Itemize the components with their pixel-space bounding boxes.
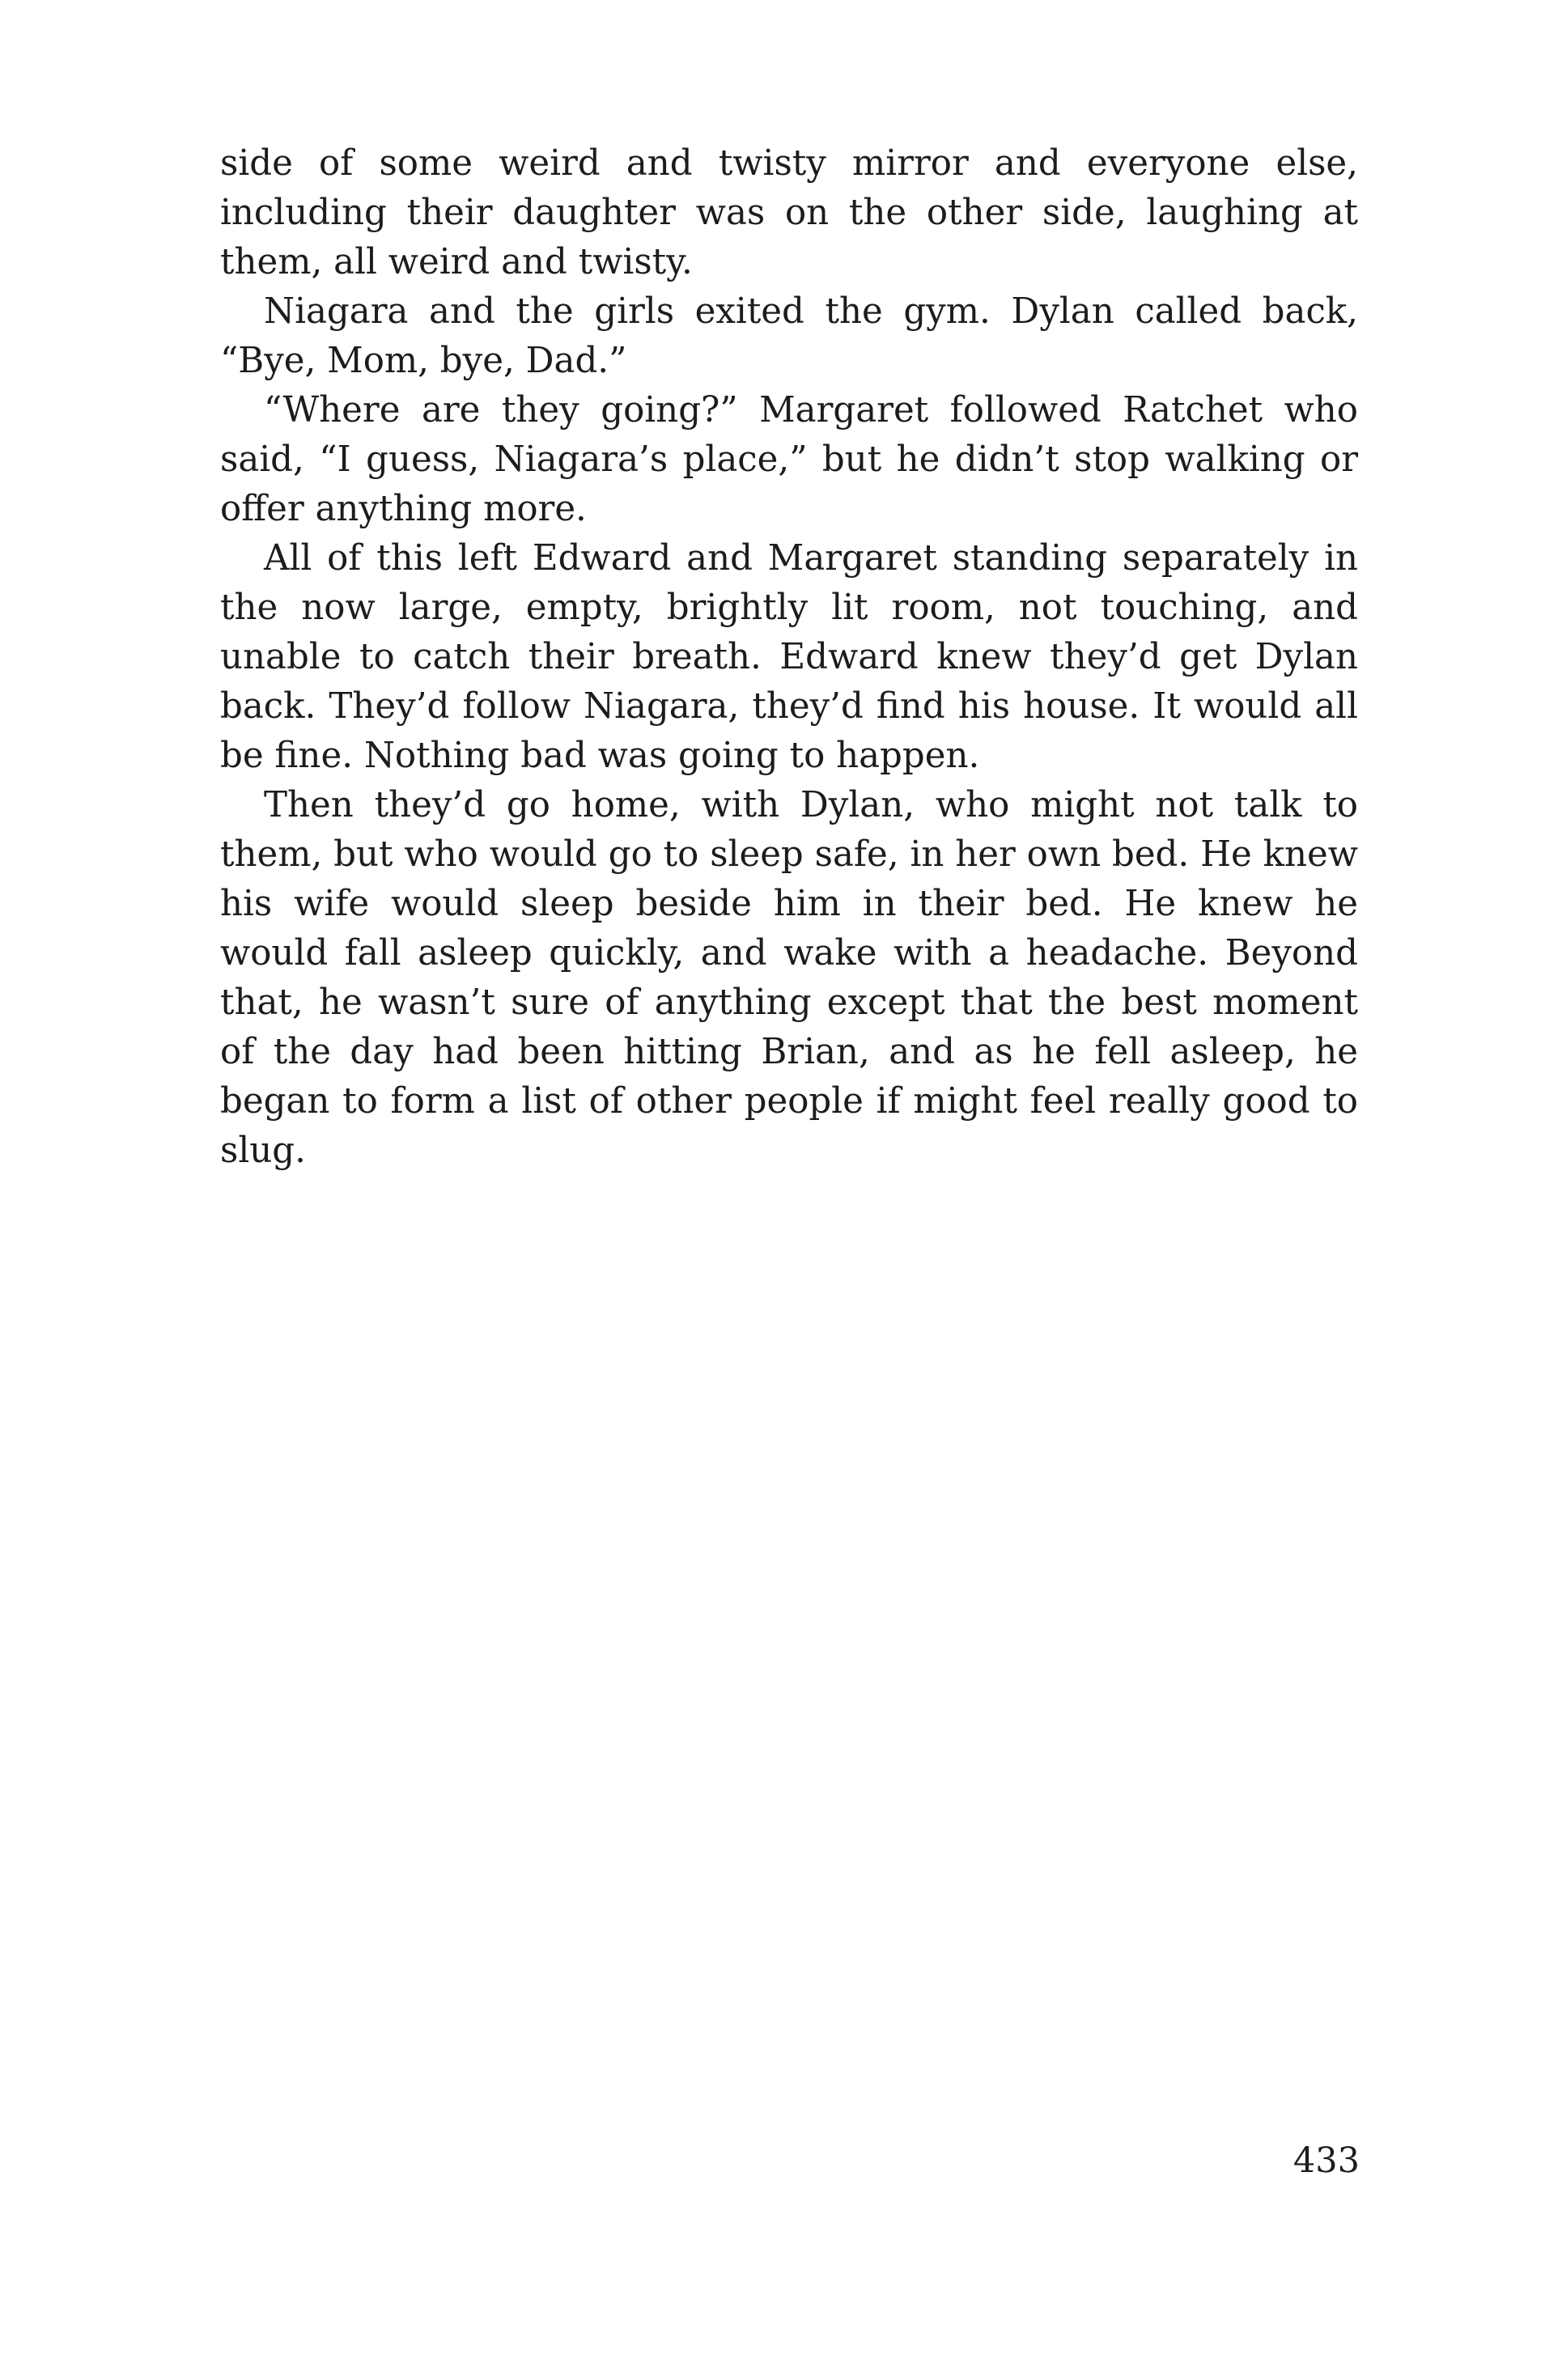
page-number: 433 [1292, 2140, 1360, 2181]
paragraph: All of this left Edward and Margaret standing separately in the now large, empty, brightly lit room, not touching, and unable to catch their breath. Edward knew they’d get Dylan back. They’d follow Niagara, they’d find his house. It would all be fine. Nothing bad was going to happen. [220, 538, 1358, 776]
paragraph: “Where are they going?” Margaret followed Ratchet who said, “I guess, Niagara’s place,” but he didn’t stop walking or offer anything more. [220, 390, 1358, 529]
paragraph-continuation: side of some weird and twisty mirror and everyone else, including their daughter was on the other side, laughing at them, all weird and twisty. [220, 143, 1358, 282]
body-text [220, 139, 1358, 1176]
paragraph: Then they’d go home, with Dylan, who might not talk to them, but who would go to sleep safe, in her own bed. He knew his wife would sleep beside him in their bed. He knew he would fall asleep quickly, and wake with a headache. Beyond that, he wasn’t sure of anything except that the best moment of the day had been hitting Brian, and as he fell asleep, he began to form a list of other people if might feel really good to slug. [220, 785, 1358, 1171]
paragraph: Niagara and the girls exited the gym. Dylan called back, “Bye, Mom, bye, Dad.” [220, 291, 1358, 381]
